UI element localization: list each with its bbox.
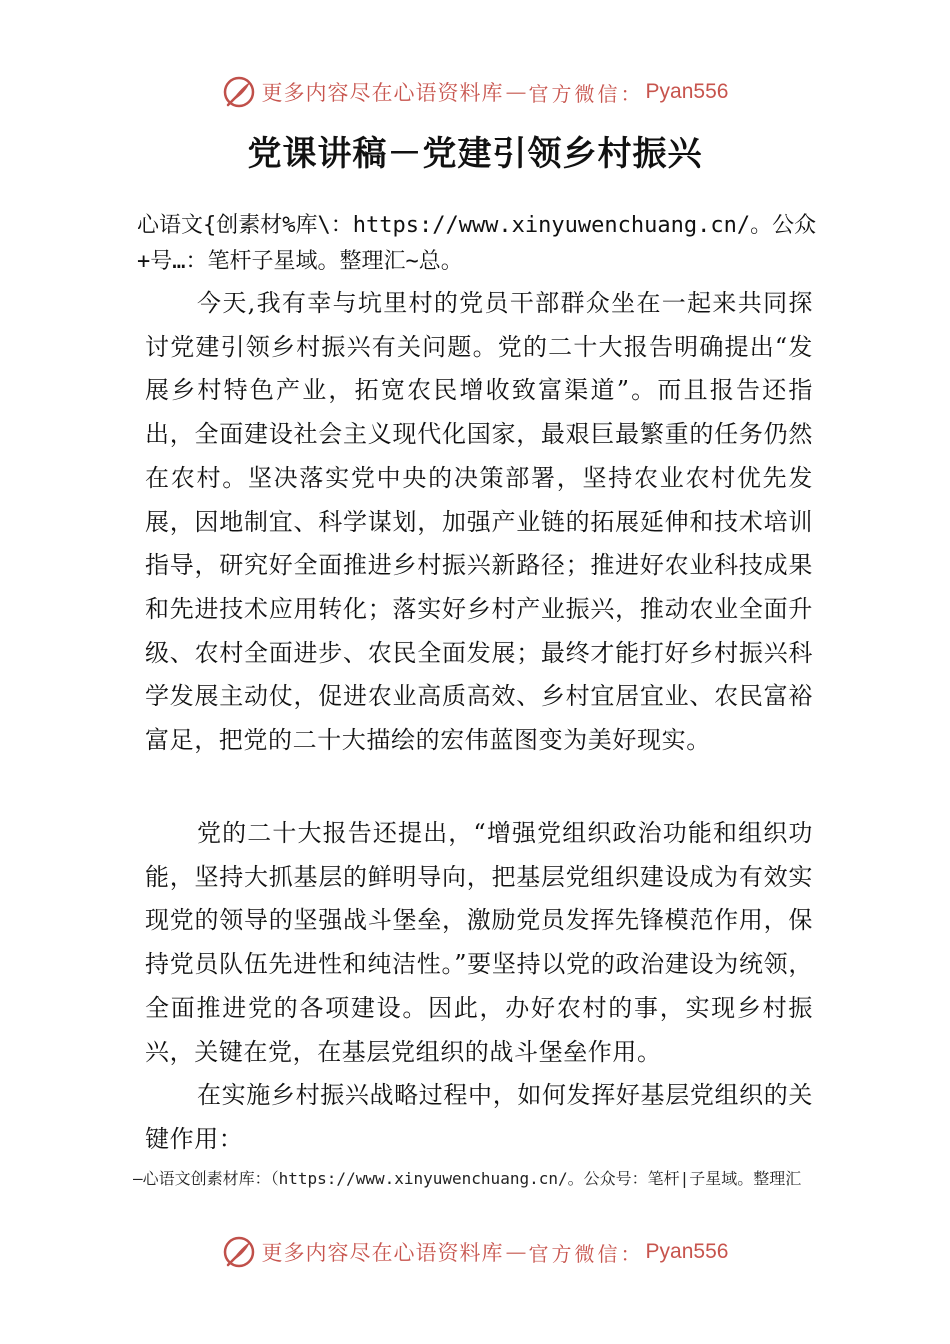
paragraph-text: 今天,我有幸与坑里村的党员干部群众坐在一起来共同探讨党建引领乡村振兴有关问题。党的二十大报告明确提出“发展乡村特色产业，拓宽农民增收致富渠道”。而且报告还指出，全面建设社会主义现代化国家，最艰巨最繁重的任务仍然在农村。坚决落实党中央的决策部署，坚持农业农村优先发展，因地制宜、科学谋划，加强产业链的拓展延伸和技术培训指导，研究好全面推进乡村振兴新路径；推进好农业科技成果和先进技术应用转化；落实好乡村产业振兴，推动农业全面升级、农村全面进步、农民全面发展；最终才能打好乡村振兴科学发展主动仗，促进农业高质高效、乡村宜居宜业、农民富裕富足，把党的二十大描绘的宏伟蓝图变为美好现实。	[145, 289, 813, 755]
paragraph-text: 党的二十大报告还提出，“增强党组织政治功能和组织功能，坚持大抓基层的鲜明导向，把基层党组织建设成为有效实现党的领导的坚强战斗堡垒，激励党员发挥先锋模范作用，保持党员队伍先进性和纯洁性。”要坚持以党的政治建设为统领，全面推进党的各项建设。因此，办好农村的事，实现乡村振兴，关键在党，在基层党组织的战斗堡垒作用。	[145, 819, 813, 1066]
body-paragraph-2	[145, 812, 813, 1074]
body-paragraph-3	[145, 1074, 813, 1161]
page-footnote: —心语文创素材库：（https://www.xinyuwenchuang.cn/。公众号：笔杆|子星域。整理汇	[133, 1169, 802, 1188]
banner-separator: —	[505, 80, 527, 104]
paragraph-text: 在实施乡村振兴战略过程中，如何发挥好基层党组织的关键作用：	[145, 1081, 813, 1153]
banner-wechat-label: 官方微信：	[528, 1241, 644, 1266]
feather-logo-icon	[222, 1235, 256, 1269]
body-paragraph-1	[145, 282, 813, 763]
banner-separator: —	[505, 1240, 527, 1264]
header-banner	[0, 72, 950, 112]
feather-logo-icon	[222, 75, 256, 109]
banner-wechat-id: Pyan556	[645, 80, 729, 103]
document-title: 党课讲稿－党建引领乡村振兴	[247, 134, 703, 174]
banner-brand-text: 更多内容尽在心语资料库	[261, 1241, 504, 1265]
source-line: 心语文{创素材%库\：https://www.xinyuwenchuang.cn/。公众+号…：笔杆子星域。整理汇~总。	[137, 213, 817, 274]
banner-wechat-label: 官方微信：	[528, 81, 644, 106]
footer-banner	[0, 1232, 950, 1272]
banner-brand-text: 更多内容尽在心语资料库	[261, 81, 504, 105]
banner-wechat-id: Pyan556	[645, 1240, 729, 1263]
